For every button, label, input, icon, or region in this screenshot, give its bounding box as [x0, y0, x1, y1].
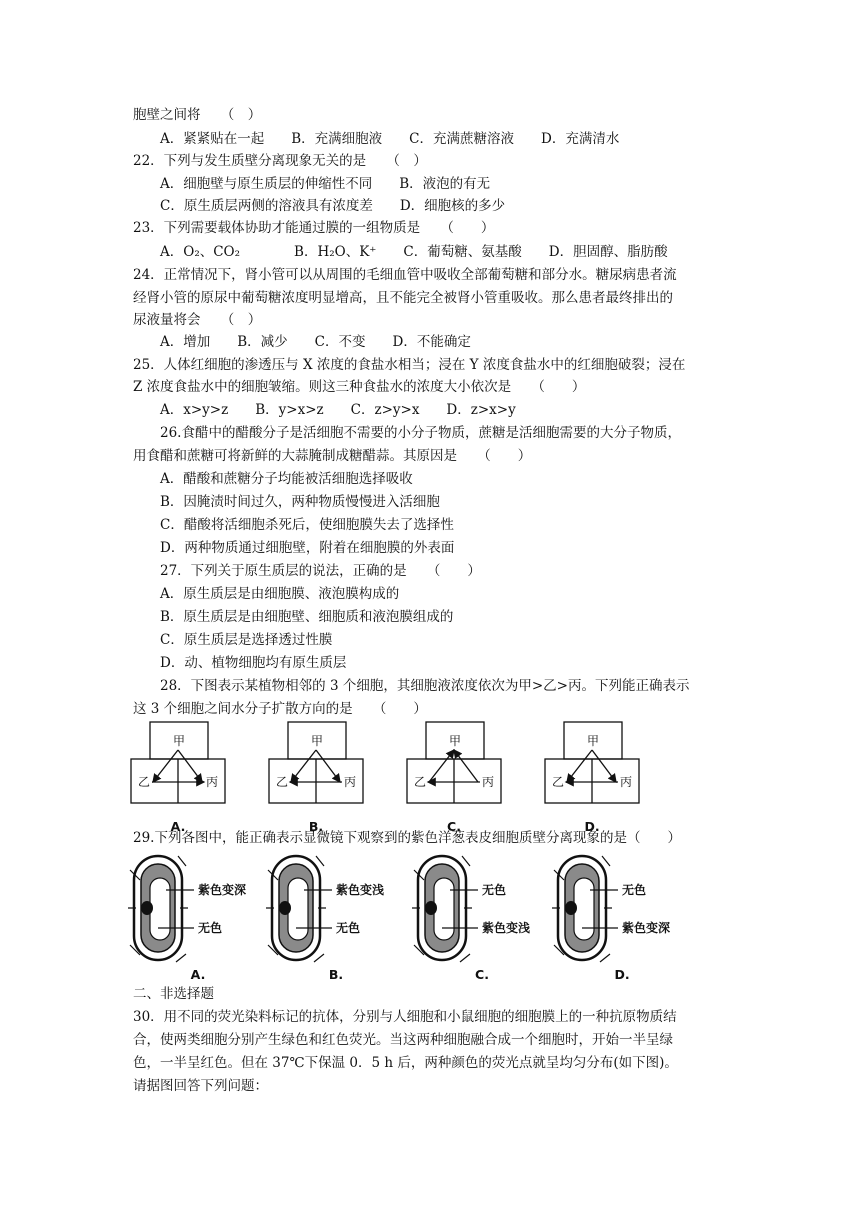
text-line: A．紧紧贴在一起 B．充满细胞液 C．充满蔗糖溶液 D．充满清水 — [160, 131, 620, 147]
svg-text:甲: 甲 — [172, 734, 186, 748]
text-line: 27．下列关于原生质层的说法，正确的是 （ ） — [160, 563, 481, 579]
svg-text:紫色变浅: 紫色变浅 — [336, 883, 385, 897]
text-line: A．O₂、CO₂ B．H₂O、K⁺ C．葡萄糖、氨基酸 D．胆固醇、脂肪酸 — [160, 244, 668, 260]
text-line: 28．下图表示某植物相邻的 3 个细胞，其细胞液浓度依次为甲>乙>丙。下列能正确表示 — [160, 678, 690, 694]
text-line: A．醋酸和蔗糖分子均能被活细胞选择吸收 — [160, 471, 413, 487]
svg-text:紫色变浅: 紫色变浅 — [482, 921, 531, 935]
text-line: 24．正常情况下，肾小管可以从周围的毛细血管中吸收全部葡萄糖和部分水。糖尿病患者流 — [133, 267, 677, 283]
text-line: C．原生质层是选择透过性膜 — [160, 632, 333, 648]
text-line: 合，使两类细胞分别产生绿色和红色荧光。当这两种细胞融合成一个细胞时，开始一半呈绿 — [133, 1032, 673, 1048]
svg-text:甲: 甲 — [586, 734, 600, 748]
text-line: C．醋酸将活细胞杀死后，使细胞膜失去了选择性 — [160, 517, 454, 533]
text-line: 色，一半呈红色。但在 37℃下保温 0．5 h 后，两种颜色的荧光点就呈均匀分布(如下图)。 — [133, 1055, 678, 1071]
text-line: 25．人体红细胞的渗透压与 X 浓度的食盐水相当；浸在 Y 浓度食盐水中的红细胞破裂；浸在 — [133, 357, 686, 373]
text-line: Z 浓度食盐水中的细胞皱缩。则这三种食盐水的浓度大小依次是 （ ） — [133, 379, 586, 395]
svg-text:无色: 无色 — [622, 883, 647, 897]
text-line: 二、非选择题 — [133, 986, 214, 1002]
svg-text:乙: 乙 — [551, 775, 565, 789]
fig28-option-b — [268, 720, 400, 842]
text-line: 经肾小管的原尿中葡萄糖浓度明显增高，且不能完全被肾小管重吸收。那么患者最终排出的 — [133, 290, 673, 306]
fig29-option-b — [266, 850, 416, 985]
fig28-option-c — [406, 720, 538, 842]
svg-text:紫色变深: 紫色变深 — [198, 883, 247, 897]
svg-text:无色: 无色 — [198, 921, 223, 935]
text-line: 这 3 个细胞之间水分子扩散方向的是 （ ） — [133, 701, 427, 717]
text-line: 30．用不同的荧光染料标记的抗体，分别与人细胞和小鼠细胞的细胞膜上的一种抗原物质结 — [133, 1009, 677, 1025]
svg-text:B.: B. — [328, 967, 344, 982]
text-line: 29.下列各图中，能正确表示显微镜下观察到的紫色洋葱表皮细胞质壁分离现象的是（ ） — [133, 830, 681, 846]
text-line: A．x>y>z B．y>x>z C．z>y>x D．z>x>y — [160, 402, 516, 418]
svg-text:无色: 无色 — [336, 921, 361, 935]
text-line: D．动、植物细胞均有原生质层 — [160, 655, 347, 671]
text-line: 胞壁之间将 （ ） — [133, 107, 262, 123]
fig29-option-a — [128, 850, 278, 985]
svg-text:A.: A. — [170, 819, 186, 834]
text-line: B．因腌渍时间过久，两种物质慢慢进入活细胞 — [160, 494, 440, 510]
text-line: A．原生质层是由细胞膜、液泡膜构成的 — [160, 586, 400, 602]
svg-text:B.: B. — [308, 819, 324, 834]
svg-text:D.: D. — [584, 819, 600, 834]
text-line: 请据图回答下列问题： — [133, 1078, 268, 1094]
svg-text:丙: 丙 — [343, 775, 357, 789]
fig28-option-d — [544, 720, 676, 842]
svg-text:乙: 乙 — [137, 775, 151, 789]
text-line: 26.食醋中的醋酸分子是活细胞不需要的小分子物质，蔗糖是活细胞需要的大分子物质， — [160, 425, 681, 441]
svg-text:甲: 甲 — [448, 734, 462, 748]
fig29-option-d — [552, 850, 702, 985]
fig28-option-a — [130, 720, 262, 842]
svg-text:D.: D. — [614, 967, 630, 982]
text-line: D．两种物质通过细胞壁，附着在细胞膜的外表面 — [160, 540, 455, 556]
svg-text:A.: A. — [190, 967, 206, 982]
text-line: 22．下列与发生质壁分离现象无关的是 （ ） — [133, 153, 427, 169]
svg-text:C.: C. — [475, 967, 489, 982]
text-line: C．原生质层两侧的溶液具有浓度差 D．细胞核的多少 — [160, 198, 506, 214]
text-line: 尿液量将会 （ ） — [133, 312, 262, 328]
svg-text:无色: 无色 — [482, 883, 507, 897]
svg-text:乙: 乙 — [275, 775, 289, 789]
svg-text:甲: 甲 — [310, 734, 324, 748]
svg-text:乙: 乙 — [413, 775, 427, 789]
svg-text:C.: C. — [447, 819, 461, 834]
text-line: 用食醋和蔗糖可将新鲜的大蒜腌制成糖醋蒜。其原因是 （ ） — [133, 448, 532, 464]
svg-text:丙: 丙 — [481, 775, 495, 789]
text-line: A．增加 B．减少 C．不变 D．不能确定 — [160, 334, 471, 350]
text-line: 23．下列需要载体协助才能通过膜的一组物质是 （ ） — [133, 220, 495, 236]
svg-text:丙: 丙 — [619, 775, 633, 789]
text-line: A．细胞壁与原生质层的伸缩性不同 B．液泡的有无 — [160, 176, 491, 192]
text-line: B．原生质层是由细胞壁、细胞质和液泡膜组成的 — [160, 609, 454, 625]
fig29-option-c — [412, 850, 562, 985]
svg-text:紫色变深: 紫色变深 — [622, 921, 671, 935]
svg-text:丙: 丙 — [205, 775, 219, 789]
